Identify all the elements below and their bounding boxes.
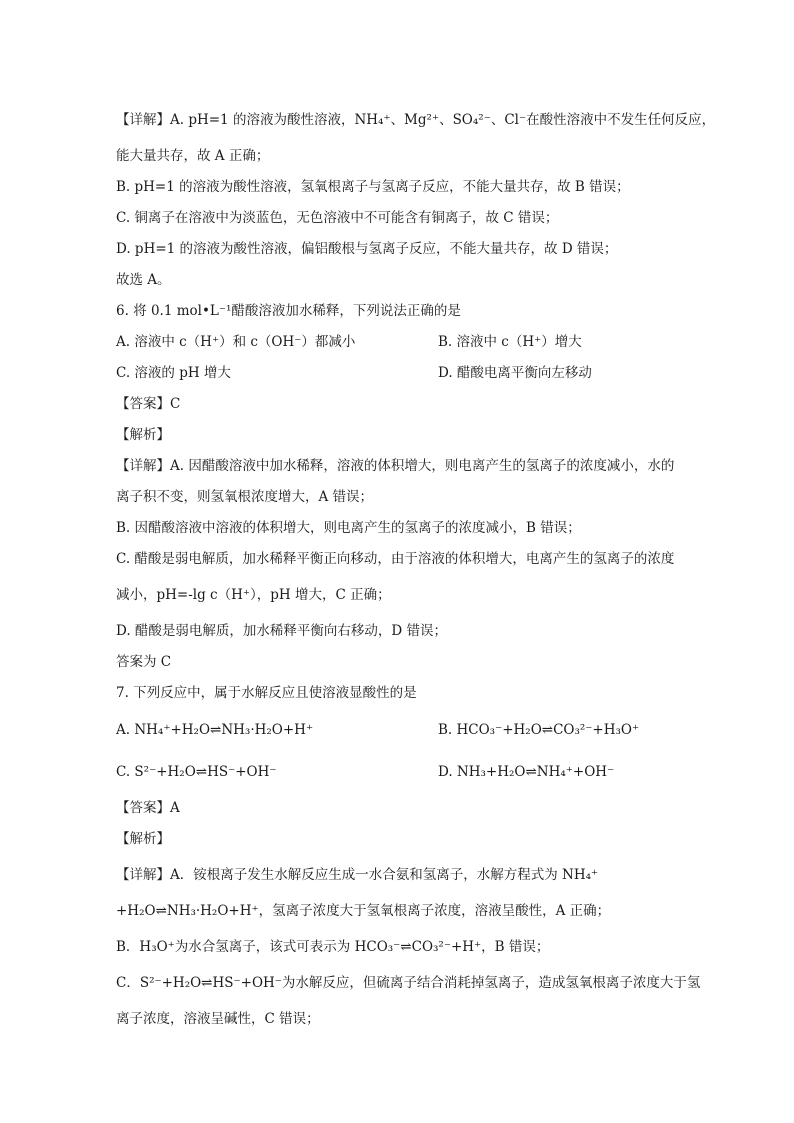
q6-final-answer: 答案为 C xyxy=(116,654,172,670)
q7-option-b: B. HCO₃⁻+H₂O⇌CO₃²⁻+H₃O⁺ xyxy=(438,722,640,738)
q6-detail-line-6: D. 醋酸是弱电解质，加水稀释平衡向右移动，D 错误； xyxy=(116,623,448,639)
q6-option-c: C. 溶液的 pH 增大 xyxy=(116,365,231,381)
q5-detail-line-4: C. 铜离子在溶液中为淡蓝色，无色溶液中不可能含有铜离子，故 C 错误； xyxy=(116,210,559,226)
q7-option-d: D. NH₃+H₂O⇌NH₄⁺+OH⁻ xyxy=(438,764,615,780)
q7-detail-line-4: C．S²⁻+H₂O⇌HS⁻+OH⁻为水解反应，但硫离子结合消耗掉氢离子，造成氢氧根离子浓度大于氢 xyxy=(116,975,701,991)
q7-analysis-heading: 【解析】 xyxy=(116,831,170,847)
question-6-stem: 6. 将 0.1 mol•L⁻¹醋酸溶液加水稀释，下列说法正确的是 xyxy=(116,303,461,319)
q5-conclusion: 故选 A。 xyxy=(116,272,171,288)
q7-detail-line-3: B．H₃O⁺为水合氢离子，该式可表示为 HCO₃⁻⇌CO₃²⁻+H⁺，B 错误； xyxy=(116,939,550,955)
q6-option-b: B. 溶液中 c（H⁺）增大 xyxy=(438,334,582,350)
q6-option-a: A. 溶液中 c（H⁺）和 c（OH⁻）都减小 xyxy=(116,334,356,350)
q6-analysis-heading: 【解析】 xyxy=(116,427,170,443)
question-7-stem: 7. 下列反应中，属于水解反应且使溶液显酸性的是 xyxy=(116,685,417,701)
q7-detail-line-2: +H₂O⇌NH₃·H₂O+H⁺，氢离子浓度大于氢氧根离子浓度，溶液呈酸性，A 正确； xyxy=(116,903,611,919)
q7-answer: 【答案】A xyxy=(116,800,180,816)
q6-detail-line-5: 减小，pH=-lg c（H⁺），pH 增大，C 正确； xyxy=(116,587,391,603)
q7-detail-line-5: 离子浓度，溶液呈碱性，C 错误； xyxy=(116,1011,320,1027)
q5-detail-line-3: B. pH=1 的溶液为酸性溶液，氢氧根离子与氢离子反应，不能大量共存，故 B 错误； xyxy=(116,179,630,195)
q7-detail-line-1: 【详解】A．铵根离子发生水解反应生成一水合氨和氢离子，水解方程式为 NH₄⁺ xyxy=(116,867,599,883)
q5-detail-line-2: 能大量共存，故 A 正确； xyxy=(116,148,270,164)
q6-option-d: D. 醋酸电离平衡向左移动 xyxy=(438,365,592,381)
q6-answer: 【答案】C xyxy=(116,396,181,412)
q5-detail-line-5: D. pH=1 的溶液为酸性溶液，偏铝酸根与氢离子反应，不能大量共存，故 D 错误； xyxy=(116,241,618,257)
q6-detail-line-4: C. 醋酸是弱电解质，加水稀释平衡正向移动，由于溶液的体积增大，电离产生的氢离子的浓度 xyxy=(116,551,675,567)
q6-detail-line-2: 离子积不变，则氢氧根浓度增大，A 错误； xyxy=(116,489,374,505)
q6-detail-line-1: 【详解】A. 因醋酸溶液中加水稀释，溶液的体积增大，则电离产生的氢离子的浓度减小，水的 xyxy=(116,458,675,474)
q6-detail-line-3: B. 因醋酸溶液中溶液的体积增大，则电离产生的氢离子的浓度减小，B 错误； xyxy=(116,520,581,536)
q5-detail-line-1: 【详解】A. pH=1 的溶液为酸性溶液，NH₄⁺、Mg²⁺、SO₄²⁻、Cl⁻在酸性溶液中不发生任何反应， xyxy=(116,112,716,128)
q7-option-a: A. NH₄⁺+H₂O⇌NH₃·H₂O+H⁺ xyxy=(116,722,314,738)
q7-option-c: C. S²⁻+H₂O⇌HS⁻+OH⁻ xyxy=(116,764,277,780)
